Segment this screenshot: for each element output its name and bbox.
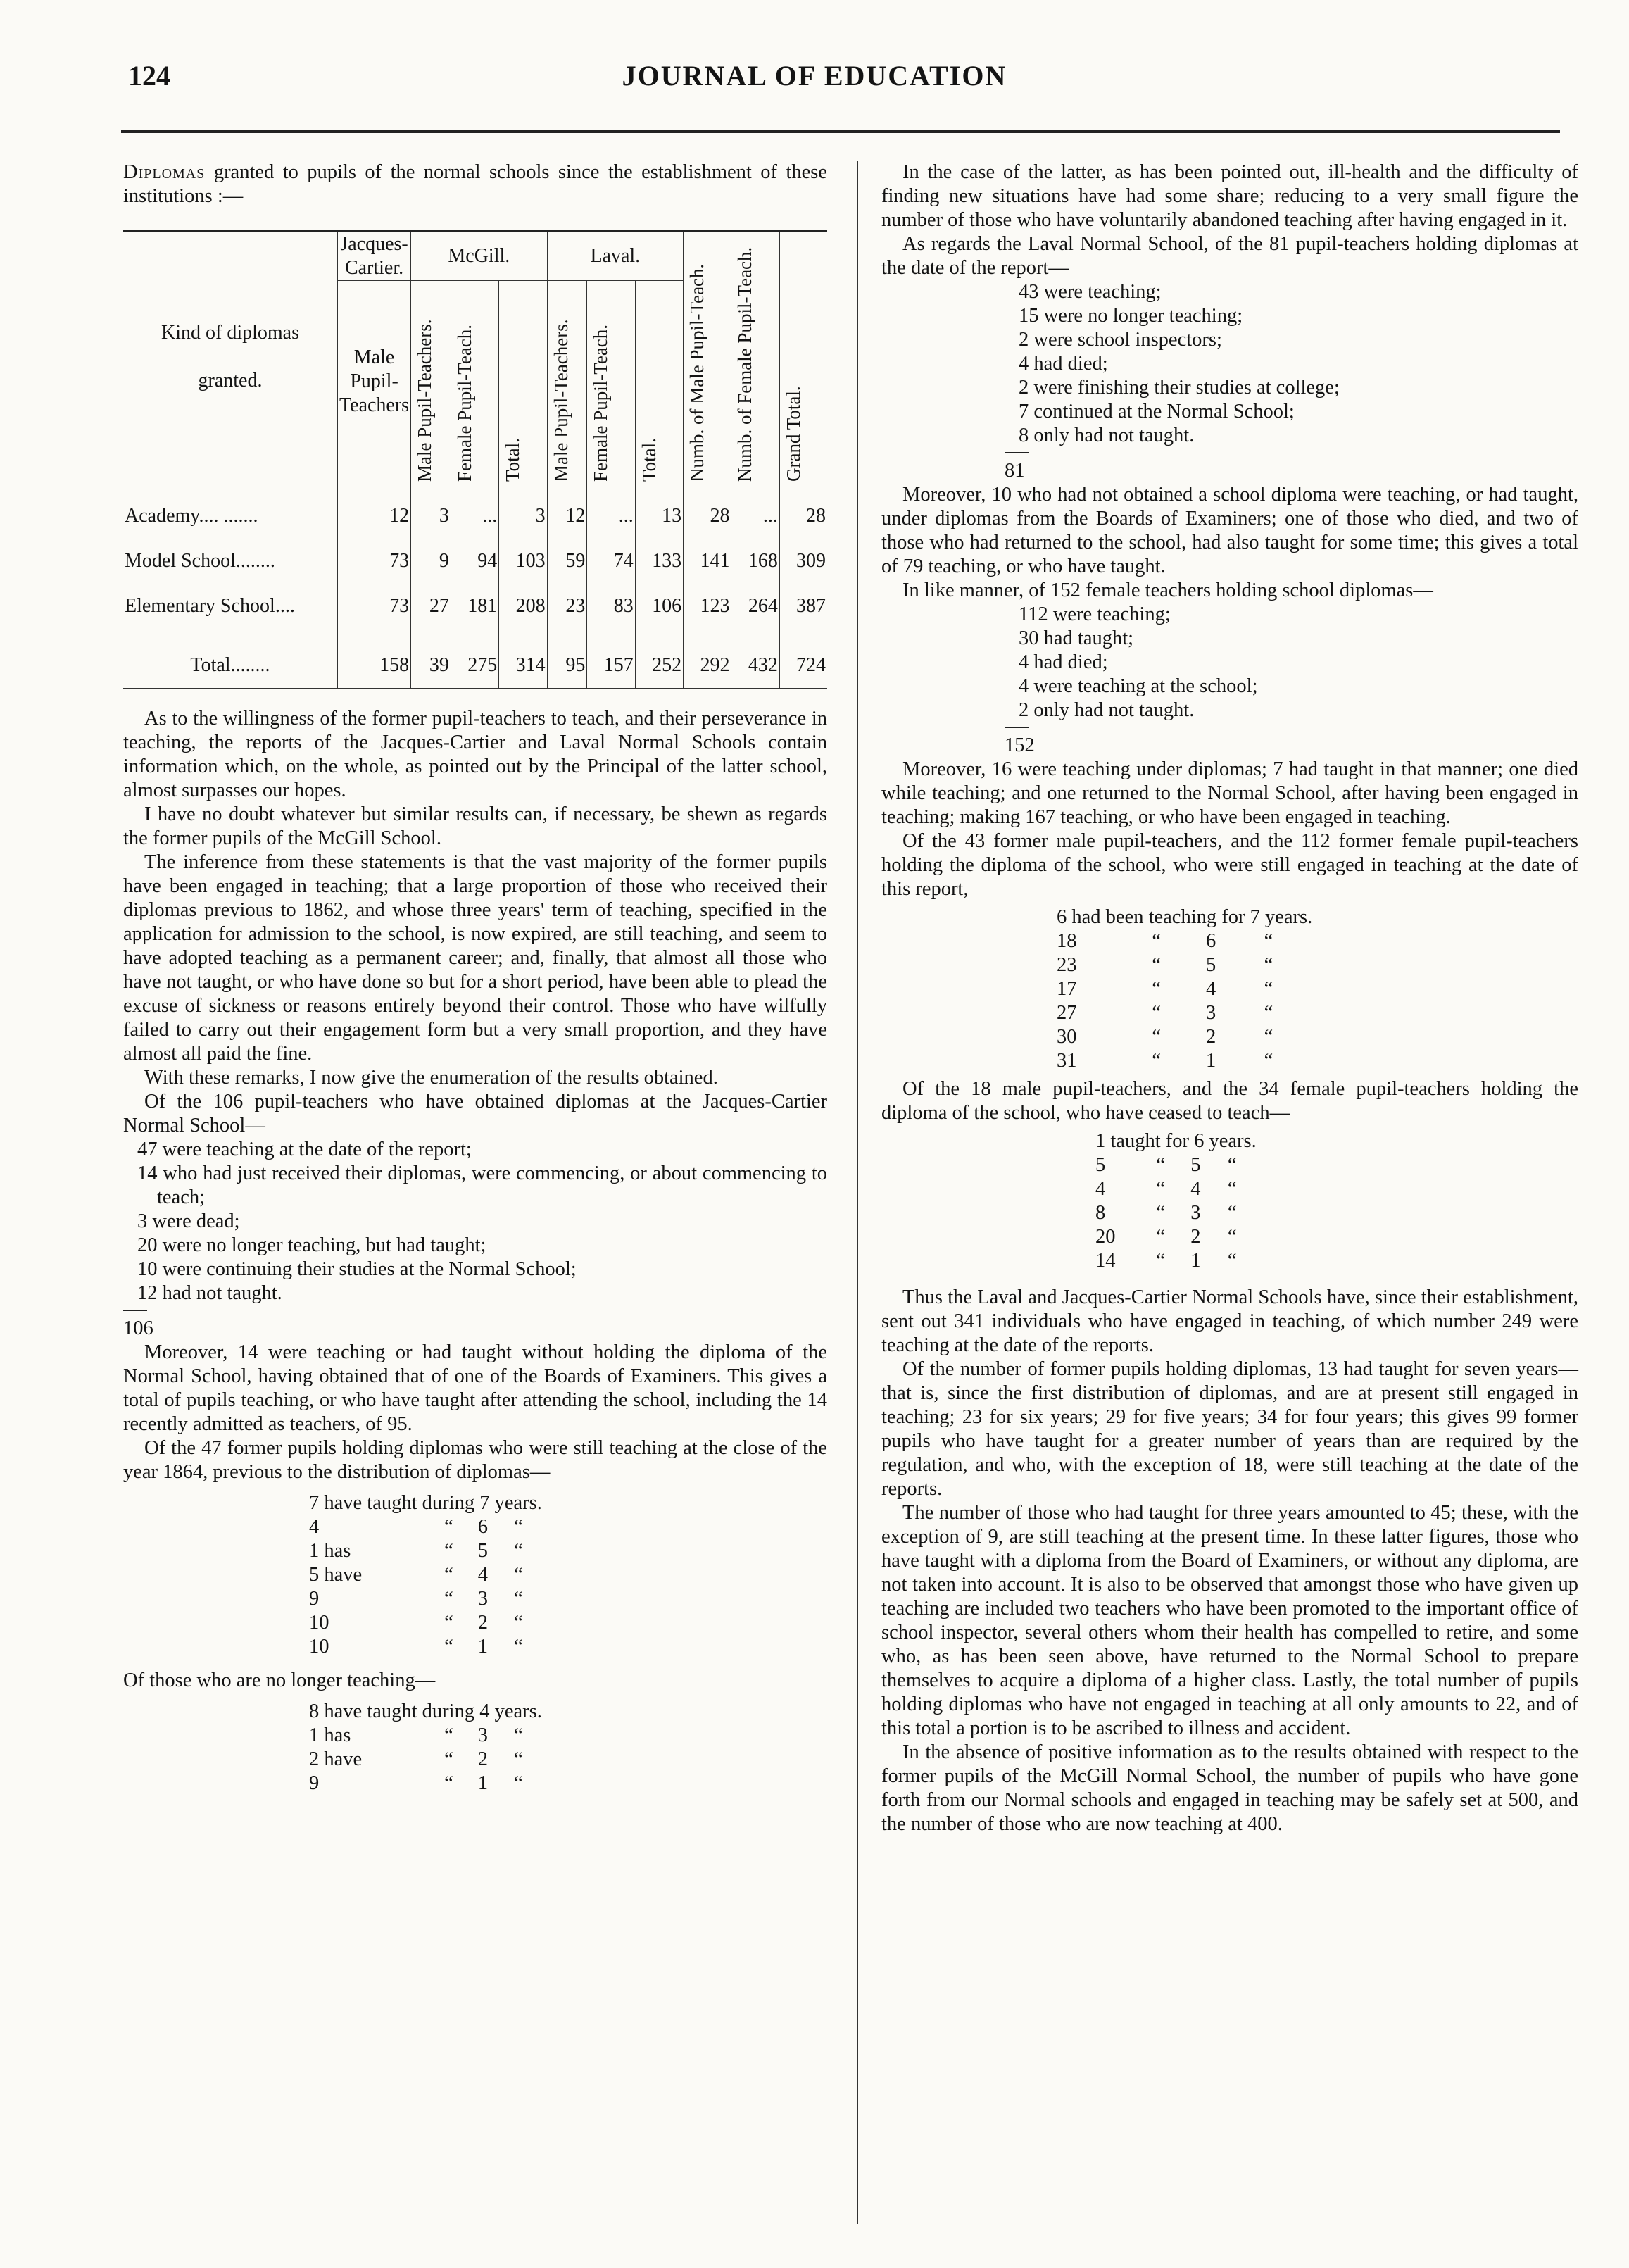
cell: 3 <box>1206 1002 1216 1024</box>
cell: 27 <box>1057 1002 1077 1024</box>
cell: 73 <box>338 584 411 629</box>
cell: “ <box>514 1516 523 1538</box>
cell: 2 have <box>309 1748 363 1770</box>
cell: 73 <box>338 539 411 584</box>
table-row <box>123 494 827 539</box>
paragraph: Moreover, 10 who had not obtained a school diploma were teaching, or had taught, under diplomas from the Boards of Examiners; one of those who died, and two of those who had returned to the school, had also taught for some time; this gives a total of 79 teaching, or who have taught. <box>881 484 1578 577</box>
cell: 2 <box>1206 1026 1216 1048</box>
paragraph: Moreover, 16 were teaching under diplomas; 7 had taught in that manner; one died while teaching; and one returned to the Normal School, after having been engaged in teaching; making 167 teaching, or who have been engaged in teaching. <box>881 758 1578 828</box>
cell: 123 <box>684 584 731 629</box>
cell: 3 <box>411 494 451 539</box>
cell: 4 <box>309 1516 320 1538</box>
vh-mcgill-female: Female Pupil-Teach. <box>453 324 475 482</box>
cell: “ <box>1264 1002 1273 1024</box>
jc-sub-2: Pupil- <box>350 370 398 392</box>
row-label: Model School........ <box>125 550 275 572</box>
cell: 23 <box>1057 954 1077 976</box>
paragraph: With these remarks, I now give the enumeration of the results obtained. <box>144 1067 718 1089</box>
cell: ... <box>731 494 779 539</box>
table-row <box>306 1515 545 1539</box>
cell: 2 <box>477 1612 488 1634</box>
cell: 10 <box>309 1636 329 1658</box>
cell: “ <box>1264 1050 1273 1072</box>
table-caption <box>123 161 827 208</box>
cell: 4 <box>1206 978 1216 1000</box>
vh-laval-male: Male Pupil-Teachers. <box>550 319 572 482</box>
cell: 432 <box>731 644 779 689</box>
sum-total: 152 <box>1005 727 1029 758</box>
list-item: 30 had taught; <box>1019 627 1134 649</box>
cell: 168 <box>731 539 779 584</box>
table-row <box>1093 1249 1259 1273</box>
cell: 7 have taught during 7 years. <box>309 1492 542 1514</box>
cell: 157 <box>587 644 635 689</box>
cell: “ <box>1152 978 1162 1000</box>
cell: 94 <box>451 539 498 584</box>
cell: “ <box>444 1636 453 1658</box>
right-column <box>881 161 1578 1836</box>
cell: 28 <box>779 494 827 539</box>
sum-total: 106 <box>123 1310 147 1341</box>
cell: “ <box>444 1516 453 1538</box>
cell: 103 <box>499 539 547 584</box>
table-row <box>306 1563 545 1587</box>
cell: 83 <box>587 584 635 629</box>
cell: “ <box>1227 1202 1237 1224</box>
cell: “ <box>1227 1226 1237 1248</box>
vh-numb-male: Numb. of Male Pupil-Teach. <box>686 263 708 482</box>
cell: ... <box>587 494 635 539</box>
cell: “ <box>444 1772 453 1794</box>
table-row <box>1093 1129 1259 1153</box>
paragraph: In the absence of positive information as to the results obtained with respect to the former pupils of the McGill Normal School, the number of pupils who have gone forth from our Normal schools and engaged in teaching may be safely set at 500, and the number of those who are now teaching at 400. <box>881 1741 1578 1835</box>
list-item: 47 were teaching at the date of the report; <box>137 1139 472 1160</box>
cell: 95 <box>547 644 587 689</box>
sum-total: 81 <box>1005 452 1029 483</box>
ceased-years-table <box>306 1700 545 1796</box>
cell: “ <box>514 1724 523 1746</box>
cell: 5 have <box>309 1564 363 1586</box>
cell: “ <box>514 1564 523 1586</box>
table-row <box>1054 953 1315 977</box>
cell: 292 <box>684 644 731 689</box>
cell: “ <box>1264 978 1273 1000</box>
cell: 724 <box>779 644 827 689</box>
cell: 275 <box>451 644 498 689</box>
paragraph: Of the 106 pupil-teachers who have obtained diplomas at the Jacques-Cartier Normal School— <box>123 1091 827 1136</box>
cell: “ <box>1152 1002 1162 1024</box>
cell: 9 <box>309 1588 320 1610</box>
table-total-row <box>123 644 827 689</box>
paragraph: The inference from these statements is that the vast majority of the former pupils have been engaged in teaching; that a large proportion of those who received their diplomas previous to 1862, and whose three years' term of teaching, specified in the application for admission to the school, is now expired, are still teaching, and seem to have adopted teaching as a permanent career; and, finally, that almost all those who have not taught, or who have done so but for a short period, have been able to plead the excuse of sickness or reasons entirely beyond their control. Those who have wilfully failed to carry out their engagement form but a very small proportion, and they have almost all paid the fine. <box>123 851 827 1065</box>
cell: 6 had been teaching for 7 years. <box>1057 906 1313 928</box>
cell: 9 <box>411 539 451 584</box>
cell: 8 <box>1095 1202 1106 1224</box>
cell: 20 <box>1095 1226 1116 1248</box>
vh-mcgill-total: Total. <box>502 438 524 482</box>
cell: 10 <box>309 1612 329 1634</box>
cell: “ <box>1152 1050 1162 1072</box>
list-item: 2 only had not taught. <box>1019 699 1195 721</box>
row-label: Total........ <box>123 644 338 689</box>
laval-male-list <box>1019 280 1578 448</box>
column-divider <box>857 161 858 2224</box>
cell: “ <box>514 1636 523 1658</box>
cell: 4 <box>1190 1178 1201 1200</box>
running-title: JOURNAL OF EDUCATION <box>622 60 1007 92</box>
cell: “ <box>1264 930 1273 952</box>
vh-grand-total: Grand Total. <box>782 386 804 482</box>
row-label: Academy.... ....... <box>125 505 258 527</box>
cell: “ <box>1152 954 1162 976</box>
paragraph: As to the willingness of the former pupil-teachers to teach, and their perseverance in teaching, the reports of the Jacques-Cartier and Laval Normal Schools contain information which, on the whole, as pointed out by the Principal of the latter school, almost surpasses our hopes. <box>123 708 827 801</box>
row-label: Elementary School.... <box>125 594 295 617</box>
list-item: 112 were teaching; <box>1019 603 1171 625</box>
cell: “ <box>514 1612 523 1634</box>
list-item: 2 were school inspectors; <box>1019 329 1222 351</box>
cell: 3 <box>477 1588 488 1610</box>
cell: 23 <box>547 584 587 629</box>
cell: 309 <box>779 539 827 584</box>
cell: 2 <box>1190 1226 1201 1248</box>
list-item: 10 were continuing their studies at the Normal School; <box>137 1258 577 1280</box>
list-item: 20 were no longer teaching, but had taught; <box>137 1234 486 1256</box>
header-rule <box>121 130 1560 133</box>
cell: 18 <box>1057 930 1077 952</box>
page-number: 124 <box>128 60 170 92</box>
cell: “ <box>1156 1178 1165 1200</box>
cell: “ <box>514 1588 523 1610</box>
cell: 5 <box>1190 1154 1201 1176</box>
paragraph: Of the 18 male pupil-teachers, and the 34 female pupil-teachers holding the diploma of the school, who have ceased to teach— <box>881 1078 1578 1124</box>
table-row <box>306 1611 545 1635</box>
left-column <box>123 161 827 1796</box>
cell: 6 <box>477 1516 488 1538</box>
cell: 314 <box>499 644 547 689</box>
list-item: 4 had died; <box>1019 353 1108 375</box>
cell: 31 <box>1057 1050 1077 1072</box>
vh-laval-female: Female Pupil-Teach. <box>590 324 612 482</box>
cell: 1 has <box>309 1724 351 1746</box>
paragraph: The number of those who had taught for three years amounted to 45; these, with the exception of 9, are still teaching at the present time. In these latter figures, those who have taught with a diploma from the Board of Examiners, or without any diploma, are not taken into account. It is also to be observed that amongst those who have given up teaching are included two teachers who have been promoted to the important office of school inspector, several others whom their health has compelled to retire, and some who, as has been seen above, have returned to the Normal School to prepare themselves to acquire a diploma of a higher class. Lastly, the total number of pupils holding diplomas who have not engaged in teaching at all only amounts to 22, and of this total a portion is to be ascribed to illness and accident. <box>881 1502 1578 1739</box>
table-row <box>306 1724 545 1748</box>
cell: “ <box>444 1564 453 1586</box>
cell: 106 <box>635 584 683 629</box>
table-row <box>1054 977 1315 1001</box>
table-row <box>306 1748 545 1772</box>
table-row <box>306 1772 545 1796</box>
cell: ... <box>451 494 498 539</box>
cell: 9 <box>309 1772 320 1794</box>
table-row <box>1093 1225 1259 1249</box>
cell: 6 <box>1206 930 1216 952</box>
cell: 1 <box>1206 1050 1216 1072</box>
jc-sub-1: Male <box>353 346 395 368</box>
cell: “ <box>1152 1026 1162 1048</box>
caption-text: granted to pupils of the normal schools since the establishment of these institutions :— <box>123 161 827 207</box>
table-row <box>306 1587 545 1611</box>
cell: “ <box>444 1612 453 1634</box>
table-row <box>306 1539 545 1563</box>
paragraph: In the case of the latter, as has been pointed out, ill-health and the difficulty of finding new situations have had some share; reducing to a very small figure the number of those who have voluntarily abandoned teaching after having engaged in it. <box>881 161 1578 231</box>
list-item: 43 were teaching; <box>1019 281 1162 303</box>
group-mcgill: McGill. <box>411 231 547 281</box>
paragraph: I have no doubt whatever but similar results can, if necessary, be shewn as regards the former pupils of the McGill School. <box>123 803 827 849</box>
list-item: 4 had died; <box>1019 651 1108 673</box>
table-row <box>1093 1177 1259 1201</box>
cell: 28 <box>684 494 731 539</box>
cell: 264 <box>731 584 779 629</box>
cell: “ <box>1227 1154 1237 1176</box>
cell: 181 <box>451 584 498 629</box>
cell: 133 <box>635 539 683 584</box>
list-item: 14 who had just received their diplomas, were commencing, or about commencing to teach; <box>137 1163 827 1208</box>
paragraph: Of those who are no longer teaching— <box>123 1669 436 1691</box>
cell: “ <box>1156 1202 1165 1224</box>
paragraph: As regards the Laval Normal School, of the 81 pupil-teachers holding diplomas at the date of the report— <box>881 233 1578 279</box>
paragraph: In like manner, of 152 female teachers holding school diplomas— <box>902 579 1433 601</box>
cell: 74 <box>587 539 635 584</box>
vh-laval-total: Total. <box>638 438 660 482</box>
jc-sub-3: Teachers <box>339 394 410 416</box>
cell: “ <box>444 1588 453 1610</box>
cell: 3 <box>477 1724 488 1746</box>
cell: 5 <box>477 1540 488 1562</box>
cell: 387 <box>779 584 827 629</box>
cell: “ <box>1264 1026 1273 1048</box>
cell: 208 <box>499 584 547 629</box>
cell: “ <box>444 1724 453 1746</box>
cell: 1 taught for 6 years. <box>1095 1130 1257 1152</box>
cell: 3 <box>1190 1202 1201 1224</box>
cell: 12 <box>547 494 587 539</box>
paragraph: Moreover, 14 were teaching or had taught without holding the diploma of the Normal School, having obtained that of one of the Boards of Examiners. This gives a total of pupils teaching, or who have taught after attending the school, including the 14 recently admitted as teachers, of 95. <box>123 1341 827 1435</box>
cell: 14 <box>1095 1250 1116 1272</box>
cell: 17 <box>1057 978 1077 1000</box>
cell: 39 <box>411 644 451 689</box>
cell: 59 <box>547 539 587 584</box>
kind-header-2: granted. <box>198 370 263 391</box>
cell: 1 <box>477 1636 488 1658</box>
table-row <box>1054 1049 1315 1073</box>
paragraph: Thus the Laval and Jacques-Cartier Normal Schools have, since their establishment, sent out 341 individuals who have engaged in teaching, of which number 249 were teaching at the date of the reports. <box>881 1286 1578 1356</box>
table-row <box>306 1635 545 1659</box>
cell: 158 <box>338 644 411 689</box>
cell: “ <box>1152 930 1162 952</box>
cell: 27 <box>411 584 451 629</box>
cell: 30 <box>1057 1026 1077 1048</box>
cell: “ <box>1156 1250 1165 1272</box>
cell: “ <box>514 1748 523 1770</box>
teaching-years-table <box>306 1491 545 1659</box>
caption-smallcaps: Diplomas <box>123 161 206 183</box>
cell: 252 <box>635 644 683 689</box>
cell: “ <box>1156 1154 1165 1176</box>
cell: 3 <box>499 494 547 539</box>
list-item: 3 were dead; <box>137 1210 240 1232</box>
cell: “ <box>444 1540 453 1562</box>
table-row <box>1054 906 1315 929</box>
list-item: 2 were finishing their studies at college; <box>1019 377 1340 399</box>
cell: “ <box>1264 954 1273 976</box>
cell: “ <box>1227 1178 1237 1200</box>
paragraph: Of the number of former pupils holding diplomas, 13 had taught for seven years—that is, since the first distribution of diplomas, and are at present still engaged in teaching; 23 for six years; 29 for five years; 34 for four years; this gives 99 former pupils who have taught for a greater number of years than are required by the regulation, and who, with the exception of 18, were still teaching at the date of the reports. <box>881 1358 1578 1500</box>
paragraph: Of the 47 former pupils holding diplomas who were still teaching at the close of the year 1864, previous to the distribution of diplomas— <box>123 1437 827 1483</box>
list-item: 7 continued at the Normal School; <box>1019 401 1295 422</box>
cell: “ <box>444 1748 453 1770</box>
cell: 5 <box>1206 954 1216 976</box>
still-teaching-table <box>1054 906 1315 1073</box>
cell: 5 <box>1095 1154 1106 1176</box>
cell: 4 <box>477 1564 488 1586</box>
table-row <box>1093 1201 1259 1225</box>
cell: 141 <box>684 539 731 584</box>
jacques-cartier-list <box>123 1138 827 1305</box>
list-item: 15 were no longer teaching; <box>1019 305 1243 327</box>
list-item: 4 were teaching at the school; <box>1019 675 1258 697</box>
table-row <box>306 1491 545 1515</box>
table-row <box>306 1700 545 1724</box>
cell: 13 <box>635 494 683 539</box>
diplomas-table <box>123 230 827 689</box>
cell: 12 <box>338 494 411 539</box>
group-laval: Laval. <box>547 231 683 281</box>
vh-mcgill-male: Male Pupil-Teachers. <box>414 319 436 482</box>
vh-numb-female: Numb. of Female Pupil-Teach. <box>734 246 756 482</box>
ceased-teaching-table <box>1093 1129 1259 1273</box>
paragraph: Of the 43 former male pupil-teachers, and the 112 former female pupil-teachers holding the diploma of the school, who were still engaged in teaching at the date of this report, <box>881 830 1578 900</box>
table-row <box>1054 929 1315 953</box>
cell: 4 <box>1095 1178 1106 1200</box>
cell: 8 have taught during 4 years. <box>309 1700 542 1722</box>
cell: “ <box>1156 1226 1165 1248</box>
cell: “ <box>514 1540 523 1562</box>
cell: 1 <box>477 1772 488 1794</box>
table-row <box>1054 1001 1315 1025</box>
laval-female-list <box>1019 603 1578 722</box>
table-row <box>1093 1153 1259 1177</box>
group-jacques-cartier: Jacques-Cartier. <box>338 231 411 281</box>
cell: “ <box>514 1772 523 1794</box>
kind-header-1: Kind of diplomas <box>161 322 299 344</box>
table-row <box>123 539 827 584</box>
table-row <box>123 584 827 629</box>
list-item: 8 only had not taught. <box>1019 425 1195 446</box>
cell: “ <box>1227 1250 1237 1272</box>
cell: 1 <box>1190 1250 1201 1272</box>
list-item: 12 had not taught. <box>137 1282 282 1304</box>
cell: 2 <box>477 1748 488 1770</box>
table-row <box>1054 1025 1315 1049</box>
cell: 1 has <box>309 1540 351 1562</box>
